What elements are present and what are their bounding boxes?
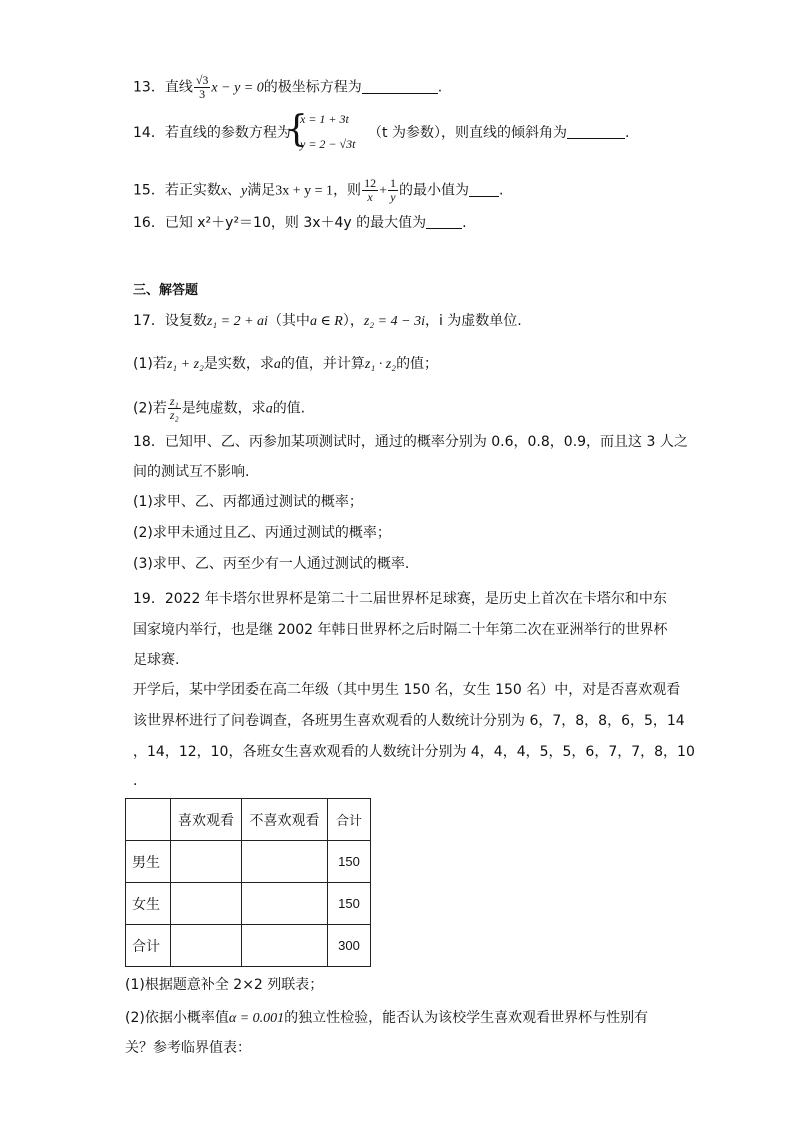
table-row [126,925,371,967]
q14-answer-blank[interactable] [567,124,625,139]
row-total: 150 [328,883,371,925]
q13-label: 13．直线 [133,79,193,96]
q18-line-2: 间的测试互不影响. [133,464,250,480]
q14-eq2: y = 2 − √3t [300,137,356,151]
question-15: 15．若正实数x、y满足3x + y = 1，则 $\frac{12}{x}$ + $\frac{1}{y}$ 的最小值为 . [133,176,504,204]
q15-condition: 3x + y = 1 [275,183,334,199]
row-label: 合计 [126,925,171,967]
q18-part-2: (2)求甲未通过且乙、丙通过测试的概率； [133,525,391,541]
q17-fraction: $\frac{\text{z₁}}{\text{z₂}}$ [169,394,179,422]
row-total: 150 [328,841,371,883]
q14-param: （t 为参数），则直线的倾斜角为 [368,125,567,141]
q15-answer-blank[interactable] [469,182,499,197]
q13-equation: x − y = 0 [211,80,264,96]
table-cell-input[interactable] [171,925,242,967]
q18-part-3: (3)求甲、乙、丙至少有一人通过测试的概率. [133,556,410,572]
table-row [126,841,371,883]
question-14 [133,124,291,142]
q14-text: 14．若直线的参数方程为 [133,125,291,141]
table-header-cell: 喜欢观看 [171,799,242,841]
row-label: 男生 [126,841,171,883]
contingency-table [125,798,371,967]
table-header-cell: 合计 [328,799,371,841]
table-row [126,883,371,925]
q15-fraction-1: $\frac{12}{x}$ [364,176,377,204]
q13-answer-blank[interactable] [362,79,438,94]
question-13: 13．直线 $\frac{√3}{3}$ x − y = 0的极坐标方程为 . [133,73,443,101]
q19-line-5: 该世界杯进行了问卷调查，各班男生喜欢观看的人数统计分别为 6，7，8，8，6，5，14 [133,713,685,729]
q19-part-2: (2)依据小概率值α = 0.001的独立性检验，能否认为该校学生喜欢观看世界杯与性别有 [125,1010,649,1026]
q18-line-1: 18．已知甲、乙、丙参加某项测试时，通过的概率分别为 0.6，0.8，0.9，而且这 3 人之 [133,434,688,450]
table-cell-input[interactable] [242,883,328,925]
q19-part-2-line-2: 关？参考临界值表： [125,1040,251,1056]
q14-tail: （t 为参数），则直线的倾斜角为 . [368,125,630,141]
question-16: 16．已知 x²＋y²＝10，则 3x＋4y 的最大值为 . [133,215,467,231]
table-header-cell: 不喜欢观看 [242,799,328,841]
q19-part-1: (1)根据题意补全 2×2 列联表； [125,977,324,993]
table-cell-input[interactable] [171,883,242,925]
q14-eq1: x = 1 + 3t [300,112,349,126]
q18-part-1: (1)求甲、乙、丙都通过测试的概率； [133,494,363,510]
q17-part-1: (1)若z₁ + z₂是实数，求a的值，并计算z₁ · z₂的值； [133,356,439,372]
q15-fraction-2: $\frac{1}{y}$ [389,176,396,204]
q13-fraction: $\frac{√3}{3}$ [195,73,209,101]
q17-part-2: (2)若 $\frac{\text{z₁}}{\text{z₂}}$ 是纯虚数，求a的值. [133,394,306,422]
q13-text: 的极坐标方程为 [263,79,362,96]
q19-line-3: 足球赛. [133,652,180,668]
table-cell-input[interactable] [171,841,242,883]
q19-line-4: 开学后，某中学团委在高二年级（其中男生 150 名，女生 150 名）中，对是否喜欢观看 [133,682,681,698]
q19-line-2: 国家境内举行，也是继 2002 年韩日世界杯之后时隔二十年第二次在亚洲举行的世界杯 [133,622,668,638]
q16-answer-blank[interactable] [426,214,462,229]
table-cell-input[interactable] [242,841,328,883]
q14-brace: { [285,109,308,150]
table-header-row [126,799,371,841]
q19-line-7: . [133,773,138,789]
question-17: 17．设复数z₁ = 2 + ai（其中a ∈ R），z₂ = 4 − 3i，i 为虚数单位. [133,313,522,329]
q19-line-6: ，14，12，10，各班女生喜欢观看的人数统计分别为 4，4，4，5，5，6，7，7，8，10 [133,744,695,760]
q19-line-1: 19．2022 年卡塔尔世界杯是第二十二届世界杯足球赛，是历史上首次在卡塔尔和中东 [133,591,667,607]
section-title: 三、解答题 [133,283,199,298]
table-header-cell [126,799,171,841]
table-cell-input[interactable] [242,925,328,967]
row-label: 女生 [126,883,171,925]
row-total: 300 [328,925,371,967]
